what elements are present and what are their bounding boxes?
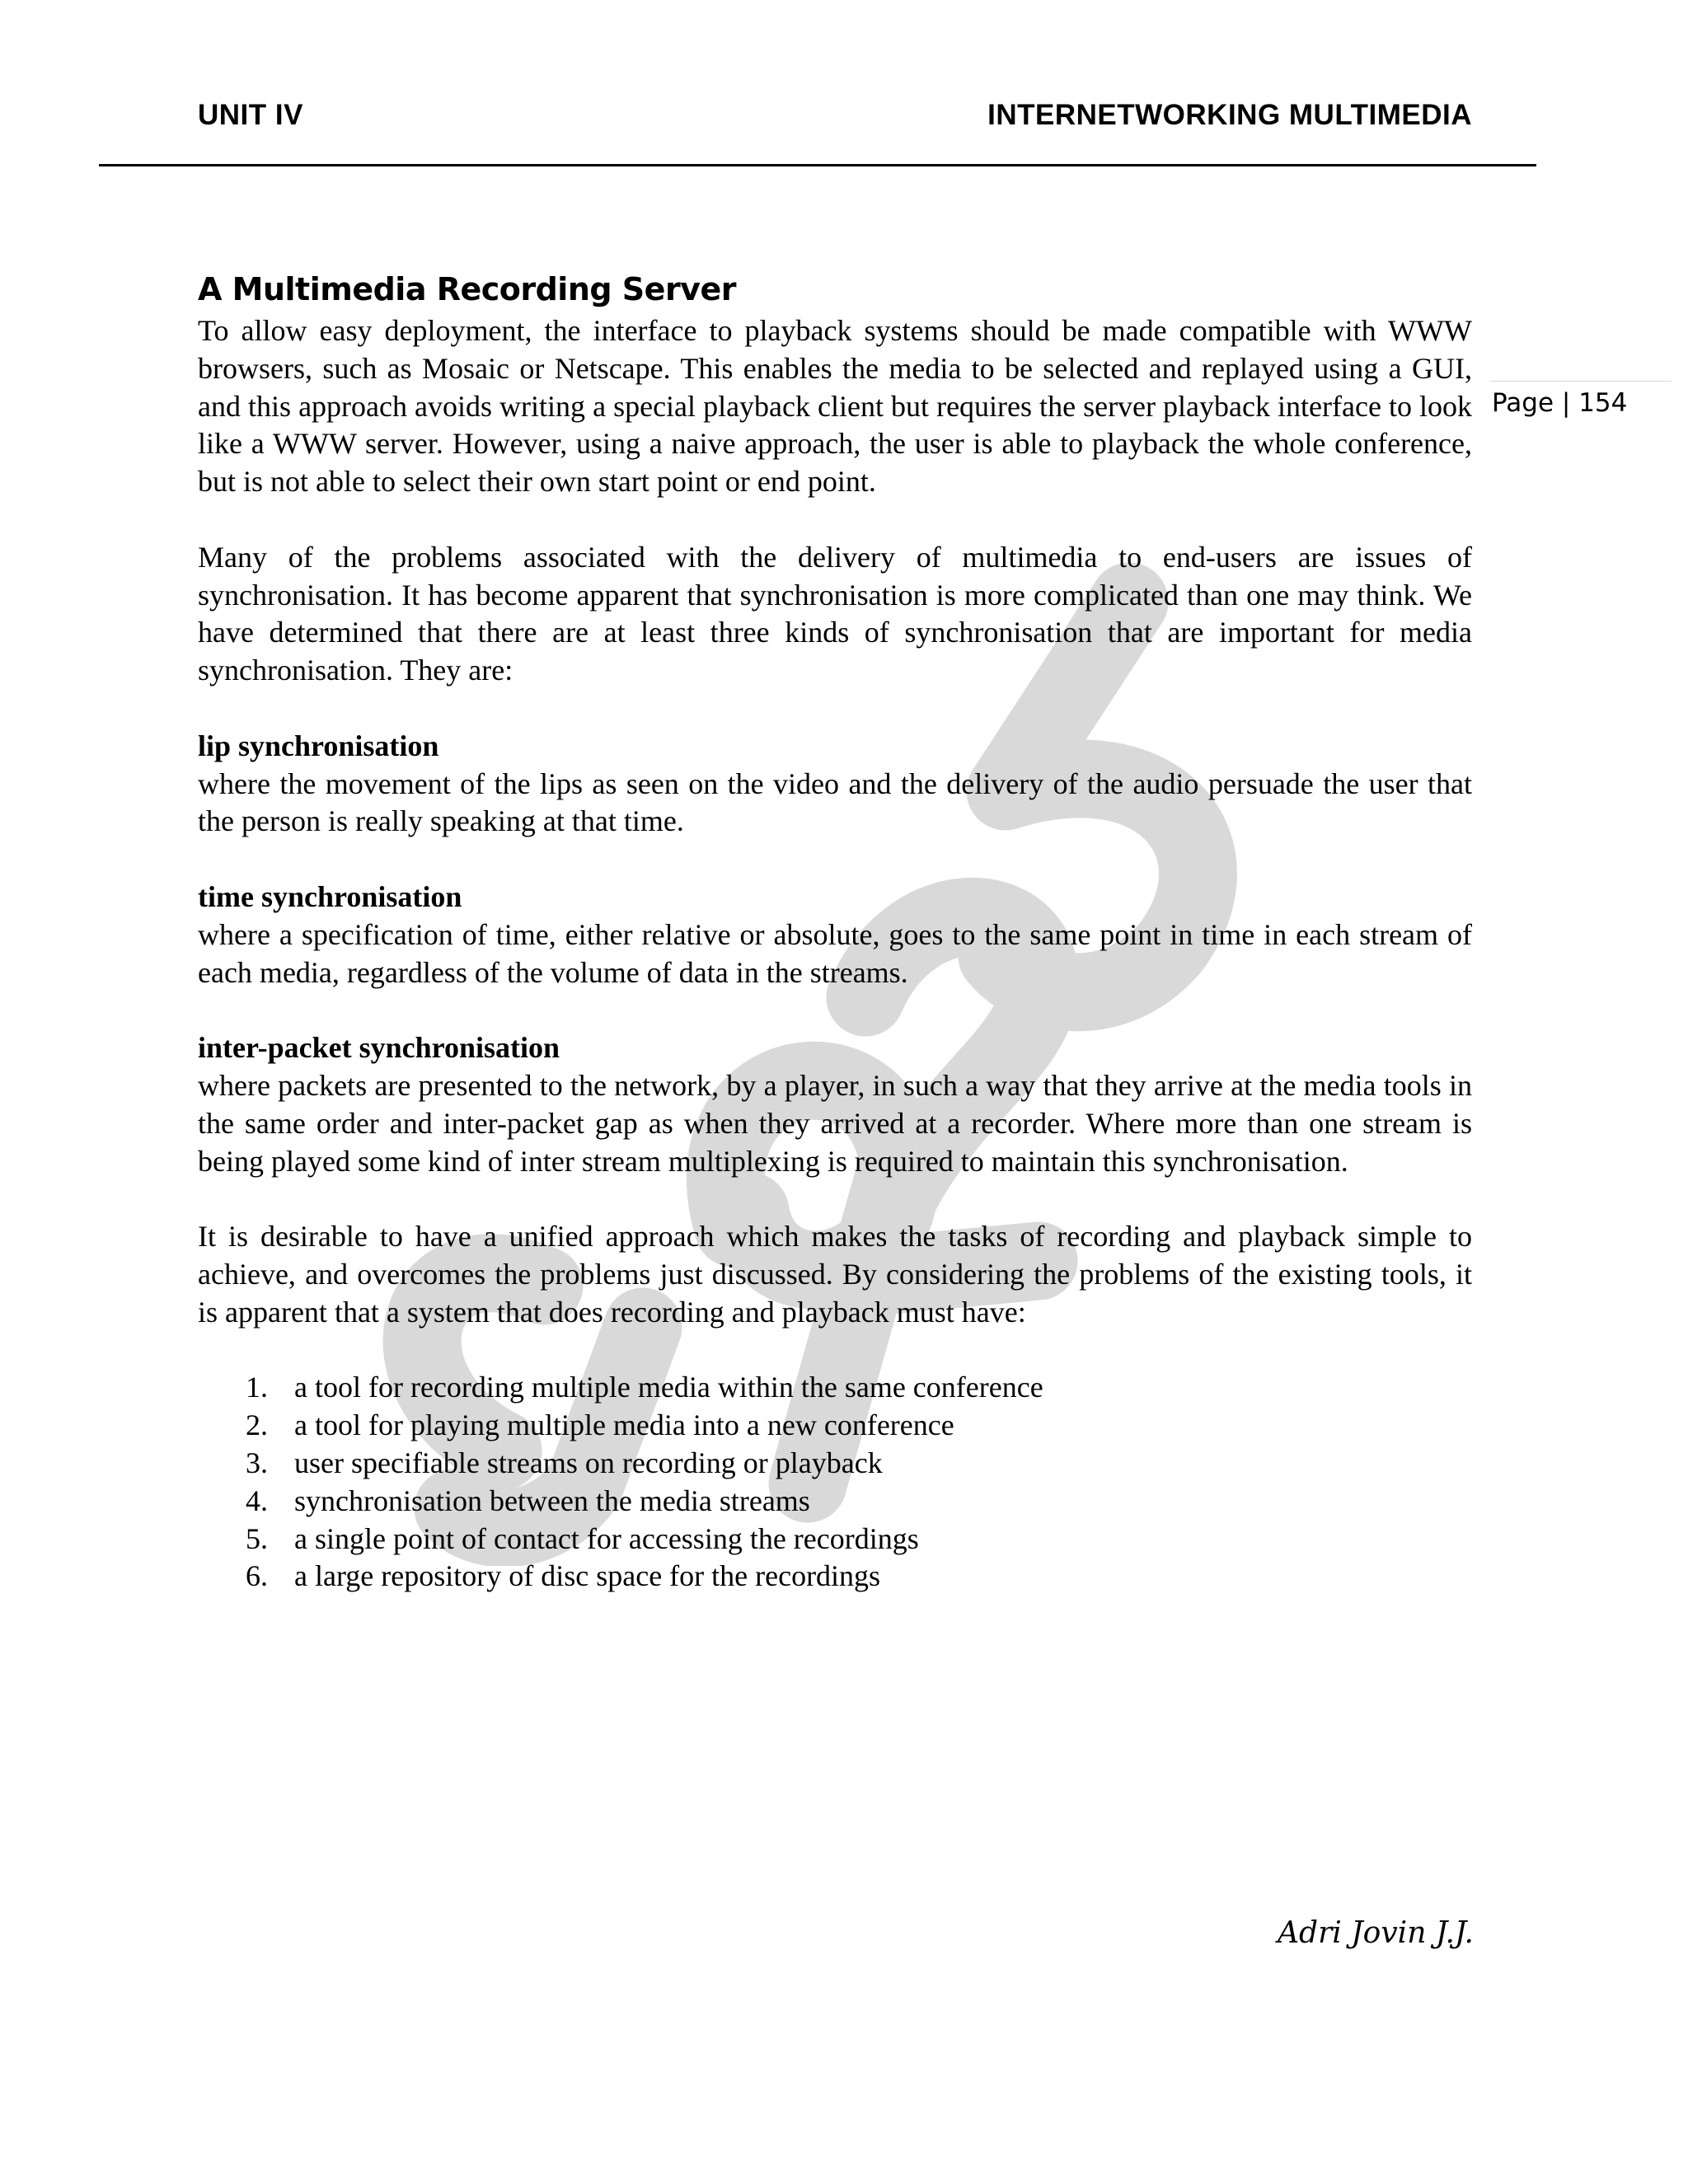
list-item: [198, 1369, 1472, 1407]
list-item-text: a tool for playing multiple media into a new conference: [294, 1408, 954, 1442]
list-item-number: 6.: [246, 1559, 268, 1593]
list-item: [198, 1445, 1472, 1483]
list-item-number: 2.: [246, 1408, 268, 1442]
definition-inter-packet-sync: [198, 1029, 1472, 1180]
list-item: [198, 1521, 1472, 1558]
header-subject: INTERNETWORKING MULTIMEDIA: [987, 99, 1472, 131]
list-item-text: a large repository of disc space for the recordings: [294, 1559, 881, 1593]
list-item-text: user specifiable streams on recording or playback: [294, 1446, 883, 1479]
definition-text: where packets are presented to the network, by a player, in such a way that they arrive at the media tools in the same order and inter-packet gap as when they arrived at a recorder. Where more than one stream is being played some kind of inter stream multiplexing is required to maintain this synchronisation.: [198, 1068, 1472, 1178]
definition-lip-sync: [198, 728, 1472, 841]
author-signature: Adri Jovin J.J.: [1278, 1916, 1474, 1950]
intro-paragraph-2: Many of the problems associated with the delivery of multimedia to end-users are issues of synchronisation. It has become apparent that synchronisation is more complicated than one may think. We have determined that there are at least three kinds of synchronisation that are important for media synchronisation. They are:: [198, 540, 1472, 687]
definition-term: lip synchronisation: [198, 729, 439, 762]
list-item-text: synchronisation between the media streams: [294, 1483, 810, 1517]
list-item: [198, 1407, 1472, 1445]
page-number: Page | 154: [1492, 388, 1628, 418]
section-title: A Multimedia Recording Server: [198, 271, 736, 307]
list-item-text: a single point of contact for accessing the recordings: [294, 1521, 919, 1555]
definition-time-sync: [198, 879, 1472, 991]
list-item-number: 4.: [246, 1483, 268, 1517]
list-item-number: 1.: [246, 1371, 268, 1404]
definition-term: inter-packet synchronisation: [198, 1031, 560, 1065]
definition-text: where the movement of the lips as seen on the video and the delivery of the audio persuade the user that the person is really speaking at that time.: [198, 766, 1472, 838]
list-item-text: a tool for recording multiple media within the same conference: [294, 1371, 1043, 1404]
intro-paragraph-1: To allow easy deployment, the interface to playback systems should be made compatible with WWW browsers, such as Mosaic or Netscape. This enables the media to be selected and replayed using a GUI, and this approach avoids writing a special playback client but requires the server playback interface to look like a WWW server. However, using a naive approach, the user is able to playback the whole conference, but is not able to select their own start point or end point.: [198, 314, 1472, 499]
definition-text: where a specification of time, either relative or absolute, goes to the same point in time in each stream of each media, regardless of the volume of data in the streams.: [198, 917, 1472, 989]
definition-term: time synchronisation: [198, 879, 462, 913]
list-item: [198, 1483, 1472, 1521]
page-body: [198, 266, 1472, 1596]
header-divider: [99, 164, 1536, 166]
list-item: [198, 1558, 1472, 1596]
requirements-list: [198, 1369, 1472, 1596]
header-unit: UNIT IV: [198, 99, 303, 131]
list-item-number: 5.: [246, 1521, 268, 1555]
closing-paragraph: It is desirable to have a unified approach which makes the tasks of recording and playback simple to achieve, and overcomes the problems just discussed. By considering the problems of the existing tools, it is apparent that a system that does recording and playback must have:: [198, 1220, 1472, 1329]
page-number-rule: [1490, 381, 1672, 382]
list-item-number: 3.: [246, 1446, 268, 1479]
